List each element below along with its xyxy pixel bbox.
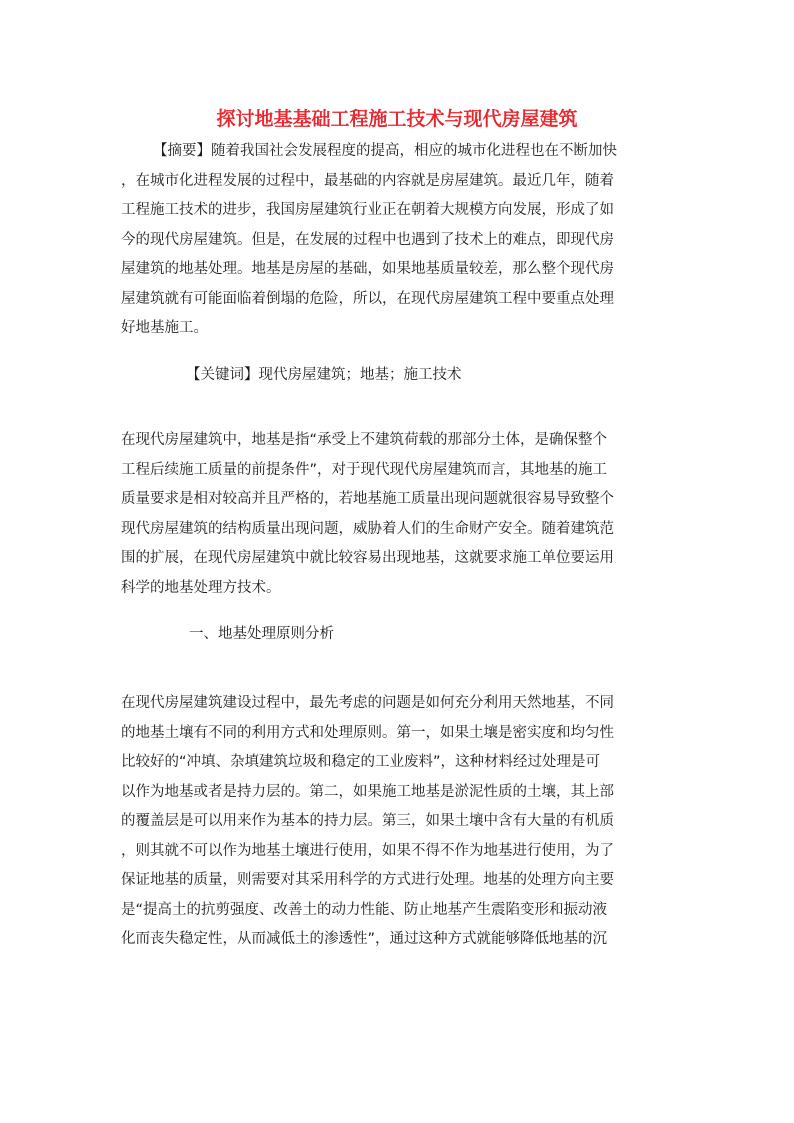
text-line: 工程施工技术的进步，我国房屋建筑行业正在朝着大规模方向发展，形成了如 <box>121 202 614 218</box>
text-line: 比较好的“冲填、杂填建筑垃圾和稳定的工业废料”，这种材料经过处理是可 <box>121 754 601 770</box>
text-line: 的覆盖层是可以用来作为基本的持力层。第三，如果土壤中含有大量的有机质 <box>121 813 614 829</box>
text-line: 围的扩展，在现代房屋建筑中就比较容易出现地基，这就要求施工单位要运用 <box>121 550 614 566</box>
body-paragraph-2 <box>121 689 677 955</box>
document-title: 探讨地基基础工程施工技术与现代房屋建筑 <box>216 108 578 130</box>
text-line: 好地基施工。 <box>121 320 208 336</box>
text-line: 在现代房屋建筑中，地基是指“承受上不建筑荷载的那部分土体，是确保整个 <box>121 432 608 448</box>
text-line: 今的现代房屋建筑。但是，在发展的过程中也遇到了技术上的难点，即现代房 <box>121 231 614 248</box>
text-line: ，在城市化进程发展的过程中，最基础的内容就是房屋建筑。最近几年，随着 <box>121 172 614 189</box>
body-paragraph-1 <box>121 426 677 603</box>
text-line: 屋建筑的地基处理。地基是房屋的基础，如果地基质量较差，那么整个现代房 <box>121 261 614 277</box>
text-line: 工程后续施工质量的前提条件”，对于现代现代房屋建筑而言，其地基的施工 <box>121 461 608 478</box>
text-line: 在现代房屋建筑建设过程中，最先考虑的问题是如何充分利用天然地基，不同 <box>121 695 614 711</box>
text-line: 现代房屋建筑的结构质量出现问题，威胁着人们的生命财产安全。随着建筑范 <box>121 520 614 537</box>
keywords-line: 【关键词】现代房屋建筑；地基；施工技术 <box>186 367 462 383</box>
section-heading-1: 一、地基处理原则分析 <box>189 626 334 642</box>
text-line: 【摘要】随着我国社会发展程度的提高，相应的城市化进程也在不断加快 <box>153 143 617 159</box>
text-line: 科学的地基处理方技术。 <box>121 579 281 596</box>
text-line: 以作为地基或者是持力层的。第二，如果施工地基是淤泥性质的土壤，其上部 <box>121 783 614 800</box>
text-line: 保证地基的质量，则需要对其采用科学的方式进行处理。地基的处理方向主要 <box>121 872 614 888</box>
text-line: 化而丧失稳定性，从而减低土的渗透性”，通过这种方式就能够降低地基的沉 <box>121 931 608 947</box>
text-line: 屋建筑就有可能面临着倒塌的危险，所以，在现代房屋建筑工程中要重点处理 <box>121 290 614 307</box>
text-line: 的地基土壤有不同的利用方式和处理原则。第一，如果土壤是密实度和均匀性 <box>121 724 614 741</box>
text-line: 质量要求是相对较高并且严格的，若地基施工质量出现问题就很容易导致整个 <box>121 491 614 507</box>
text-line: ，则其就不可以作为地基土壤进行使用，如果不得不作为地基进行使用，为了 <box>121 842 614 859</box>
abstract-paragraph <box>121 137 677 344</box>
text-line: 是“提高土的抗剪强度、改善土的动力性能、防止地基产生震陷变形和振动液 <box>121 901 608 918</box>
